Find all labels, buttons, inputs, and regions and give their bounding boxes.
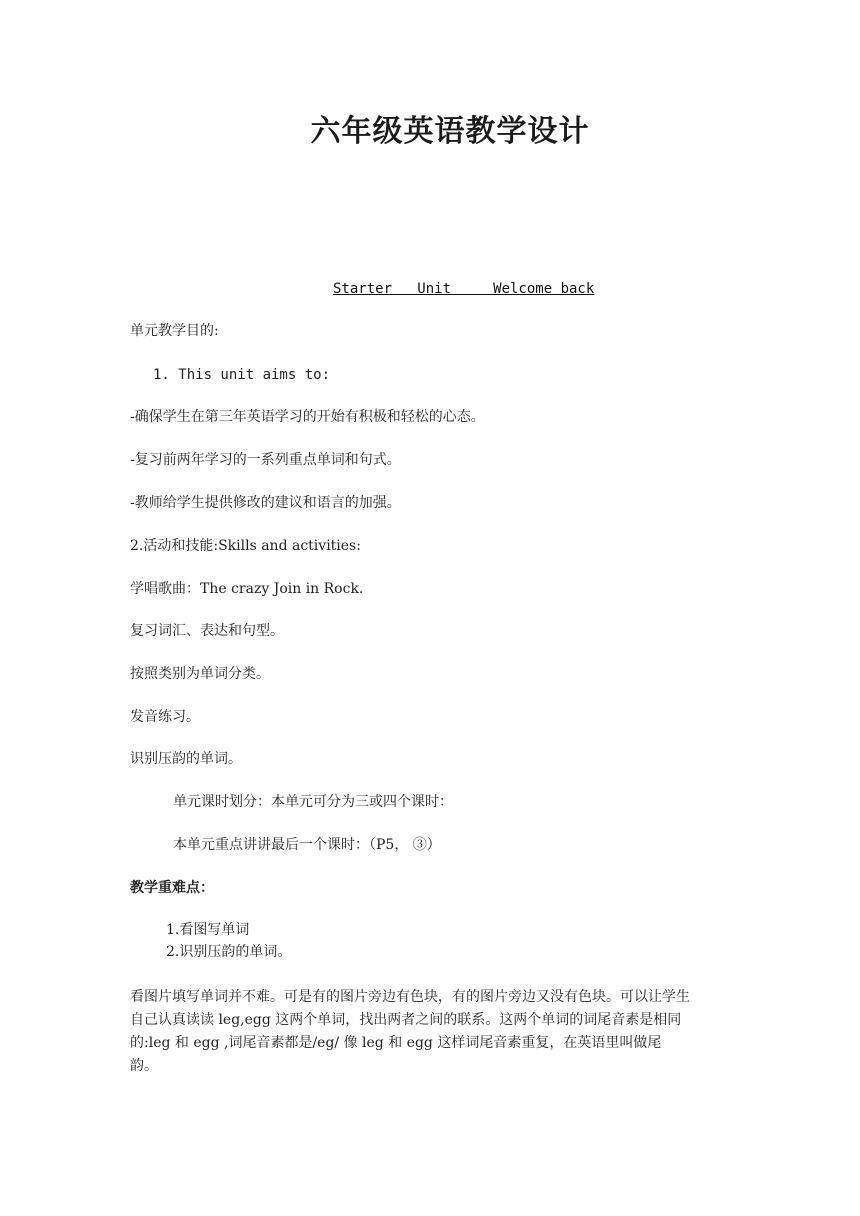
paragraph-line: 看图片填写单词并不难。可是有的图片旁边有色块，有的图片旁边又没有色块。可以让学生 (130, 989, 690, 1005)
aims-intro: 1. This unit aims to: (153, 367, 331, 383)
explanation-paragraph (130, 986, 734, 1078)
period-division: 单元课时划分：本单元可分为三或四个课时： (173, 794, 453, 810)
aim-item: -复习前两年学习的一系列重点单词和句式。 (130, 452, 401, 468)
skills-label: 2.活动和技能:Skills and activities: (130, 538, 361, 554)
key-point-item: 2.识别压韵的单词。 (166, 944, 292, 960)
aim-item: -教师给学生提供修改的建议和语言的加强。 (130, 495, 401, 511)
paragraph-line: 的:leg 和 egg ,词尾音素都是/eg/ 像 leg 和 egg 这样词尾音素重复，在英语里叫做尾 (130, 1035, 662, 1051)
activity-item: 发音练习。 (130, 709, 200, 725)
paragraph-line: 韵。 (130, 1058, 158, 1074)
activity-item: 按照类别为单词分类。 (130, 666, 270, 682)
unit-heading: Starter Unit Welcome back (333, 281, 595, 297)
key-point-item: 1.看图写单词 (166, 922, 250, 938)
objectives-label: 单元教学目的: (130, 323, 219, 339)
key-points-label: 教学重难点： (130, 880, 214, 896)
aim-item: -确保学生在第三年英语学习的开始有积极和轻松的心态。 (130, 409, 485, 425)
document-title: 六年级英语教学设计 (310, 114, 590, 149)
activity-item: 复习词汇、表达和句型。 (130, 623, 284, 639)
activity-item: 识别压韵的单词。 (130, 751, 242, 767)
activity-item: 学唱歌曲：The crazy Join in Rock. (130, 581, 364, 597)
focus-period: 本单元重点讲讲最后一个课时：（P5， ③） (173, 837, 441, 853)
paragraph-line: 自己认真读读 leg,egg 这两个单词，找出两者之间的联系。这两个单词的词尾音素是相同 (130, 1012, 682, 1028)
